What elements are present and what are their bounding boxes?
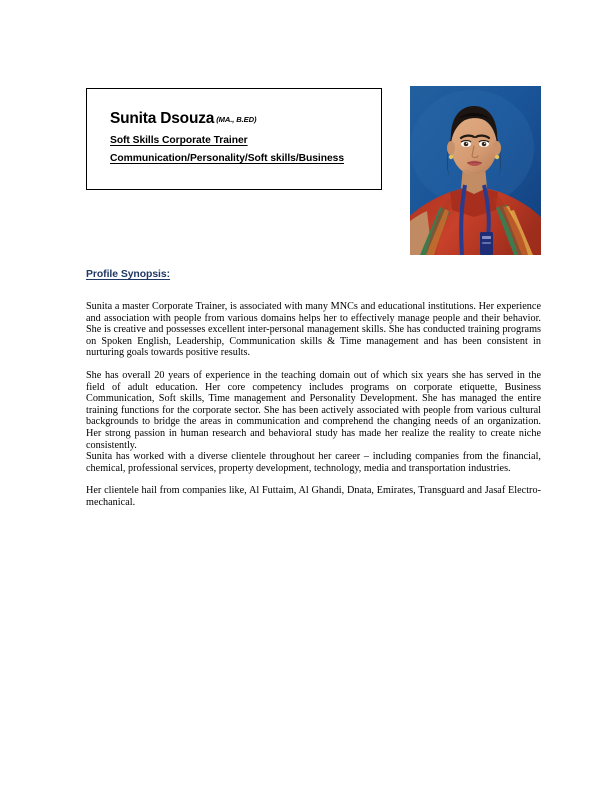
profile-paragraph-4: Her clientele hail from companies like, Al Futtaim, Al Ghandi, Dnata, Emirates, Transguard and Jasaf Electro- mechanical. xyxy=(86,485,541,508)
specialization-line: Communication/Personality/Soft skills/Business xyxy=(110,153,345,165)
spacer xyxy=(86,474,541,485)
person-name-text: Sunita Dsouza xyxy=(110,110,215,127)
person-name xyxy=(110,110,373,127)
profile-paragraph-3: Sunita has worked with a diverse clientele throughout her career – including companies from the financial, chemical, professional services, property development, technology, media and transportation industries. xyxy=(86,451,541,474)
role-title: Soft Skills Corporate Trainer xyxy=(110,135,248,147)
profile-header-box xyxy=(86,88,382,190)
profile-paragraph-2: She has overall 20 years of experience in the teaching domain out of which six years she has served in the field of adult education. Her core competency includes programs on corporate etiquette, Business Communication, Soft skills, Time management and Personality Development. She has managed the entire training functions for the corporate sector. She has been actively associated with people from various cultural backgrounds to bridge the areas in communication and comprehend the changing needs of an organization. Her strong passion in human research and behavioral study has made her realize the reality to create niche consistently. xyxy=(86,369,541,451)
profile-header-content xyxy=(110,110,373,166)
person-qualifications: (MA., B.ED) xyxy=(216,114,257,124)
profile-paragraph-1: Sunita a master Corporate Trainer, is associated with many MNCs and educational institutions. Her experience and association with people from various domains helps her to effectively manage people and their behavior. She is creative and possesses excellent inter-personal management skills. She has conducted training programs on Spoken English, Leadership, Communication skills & Time management and has been consistent in nurturing goals towards positive results. xyxy=(86,301,541,359)
spacer xyxy=(86,359,541,370)
spacer xyxy=(86,282,541,301)
portrait-illustration xyxy=(410,86,541,255)
portrait-photo xyxy=(410,86,541,255)
profile-content xyxy=(86,264,541,509)
profile-synopsis-heading: Profile Synopsis: xyxy=(86,269,171,280)
